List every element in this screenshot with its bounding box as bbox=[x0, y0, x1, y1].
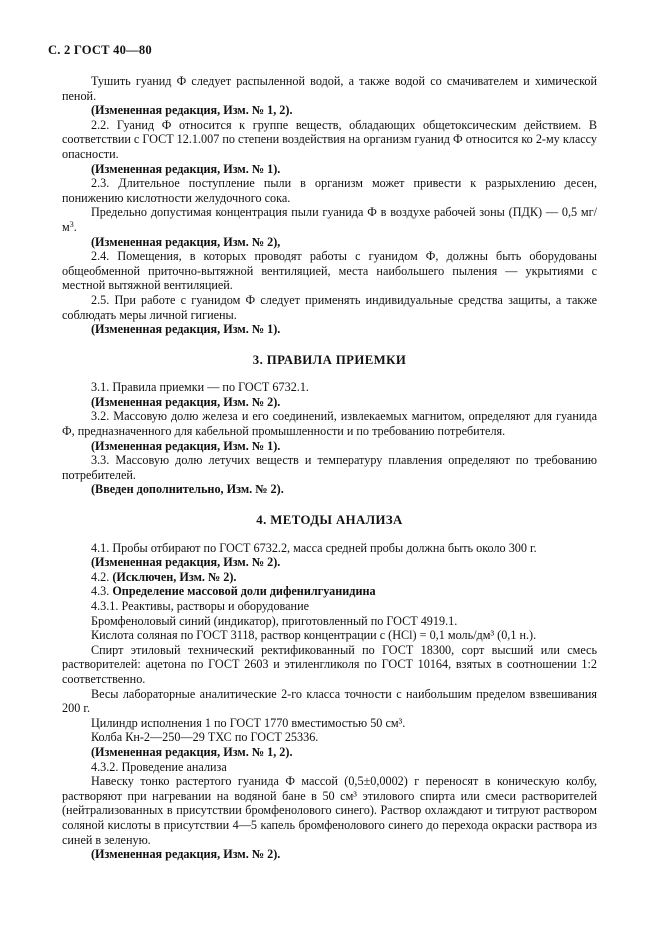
paragraph-4-1: 4.1. Пробы отбирают по ГОСТ 6732.2, масса средней пробы должна быть около 300 г. bbox=[91, 540, 537, 555]
paragraph-procedure: Навеску тонко растертого гуанида Ф массой (0,5±0,0002) г переносят в коническую колбу, растворяют при нагревании на водяной бане в 50 см³ этилового спирта или смеси растворителей (нейтрализованных в присутствии бромфенолового синего). Раствор охлаждают и титруют раствором соляной кислоты в присутствии 4—5 капель бромфенолового синего до перехода окраски раствора из синей в зеленую. bbox=[62, 774, 597, 847]
paragraph-3-1: 3.1. Правила приемки — по ГОСТ 6732.1. bbox=[91, 380, 309, 395]
paragraph-acid: Кислота соляная по ГОСТ 3118, раствор концентрации c (HCl) = 0,1 моль/дм³ (0,1 н.). bbox=[91, 628, 537, 643]
paragraph: Тушить гуанид Ф следует распыленной водой, а также водой со смачивателем и химической пеной. bbox=[62, 74, 597, 103]
excluded-note: (Исключен, Изм. № 2). bbox=[112, 569, 237, 584]
amendment-note: (Измененная редакция, Изм. № 2). bbox=[91, 555, 281, 570]
amendment-note: (Измененная редакция, Изм. № 2). bbox=[91, 394, 281, 409]
paragraph-2-4: 2.4. Помещения, в которых проводят работы с гуанидом Ф, должны быть оборудованы общеобменной приточно-вытяжной вентиляцией, места наибольшего пыления — укрытиями с местной вытяжной вентиляцией. bbox=[62, 249, 597, 293]
paragraph-alcohol: Спирт этиловый технический ректификованный по ГОСТ 18300, сорт высший или смесь растворителей: ацетона по ГОСТ 2603 и этиленгликоля по ГОСТ 10164, взятых в соотношении 1:2 соответственно. bbox=[62, 642, 597, 686]
subsection-title: Определение массовой доли дифенилгуанидина bbox=[112, 584, 376, 599]
paragraph-4-3-2: 4.3.2. Проведение анализа bbox=[91, 759, 227, 774]
amendment-note: (Измененная редакция, Изм. № 1, 2). bbox=[91, 744, 293, 759]
paragraph-4-3 bbox=[62, 584, 597, 599]
period: . bbox=[73, 219, 77, 234]
superscript: 3 bbox=[69, 219, 74, 229]
amendment-note: (Измененная редакция, Изм. № 1). bbox=[91, 161, 281, 176]
amendment-note: (Измененная редакция, Изм. № 1). bbox=[91, 322, 281, 337]
amendment-note: (Измененная редакция, Изм. № 1, 2). bbox=[91, 103, 293, 118]
item-number: 4.2. bbox=[91, 569, 110, 584]
paragraph-pdk bbox=[62, 205, 597, 234]
item-number: 4.3. bbox=[91, 584, 110, 599]
paragraph-indicator: Бромфеноловый синий (индикатор), приготовленный по ГОСТ 4919.1. bbox=[91, 613, 458, 628]
paragraph-flask: Колба Кн-2—250—29 ТХС по ГОСТ 25336. bbox=[91, 730, 319, 745]
amendment-note: (Измененная редакция, Изм. № 1). bbox=[91, 438, 281, 453]
paragraph-4-3-1: 4.3.1. Реактивы, растворы и оборудование bbox=[91, 599, 309, 613]
paragraph-2-2: 2.2. Гуанид Ф относится к группе веществ, обладающих общетоксическим действием. В соответствии с ГОСТ 12.1.007 по степени воздействия на организм гуанид Ф относится ко 2-му классу опасности. bbox=[62, 117, 597, 161]
amendment-note: (Измененная редакция, Изм. № 2), bbox=[91, 234, 281, 249]
section-heading-4: 4. МЕТОДЫ АНАЛИЗА bbox=[256, 513, 403, 528]
paragraph-2-3: 2.3. Длительное поступление пыли в организм может привести к разрыхлению десен, понижению кислотности желудочного сока. bbox=[62, 176, 597, 205]
document-body bbox=[62, 74, 597, 862]
amendment-note: (Измененная редакция, Изм. № 2). bbox=[91, 847, 281, 862]
paragraph-2-5: 2.5. При работе с гуанидом Ф следует применять индивидуальные средства защиты, а также соблюдать меры личной гигиены. bbox=[62, 292, 597, 322]
pdk-text: Предельно допустимая концентрация пыли гуанида Ф в воздухе рабочей зоны (ПДК) — 0,5 мг/м bbox=[62, 205, 597, 234]
paragraph-cylinder: Цилиндр исполнения 1 по ГОСТ 1770 вместимостью 50 см³. bbox=[91, 715, 406, 730]
paragraph-scales: Весы лабораторные аналитические 2-го класса точности с наибольшим пределом взвешивания 200 г. bbox=[62, 686, 597, 716]
amendment-note: (Введен дополнительно, Изм. № 2). bbox=[91, 482, 284, 497]
paragraph-3-2: 3.2. Массовую долю железа и его соединений, извлекаемых магнитом, определяют для гуанида Ф, предназначенного для кабельной промышленности и по требованию потребителя. bbox=[62, 409, 597, 439]
paragraph-4-2 bbox=[62, 570, 597, 585]
page-header: С. 2 ГОСТ 40—80 bbox=[48, 43, 152, 57]
paragraph-3-3: 3.3. Массовую долю летучих веществ и температуру плавления определяют по требованию потребителей. bbox=[62, 453, 597, 482]
section-heading-3: 3. ПРАВИЛА ПРИЕМКИ bbox=[252, 352, 407, 367]
